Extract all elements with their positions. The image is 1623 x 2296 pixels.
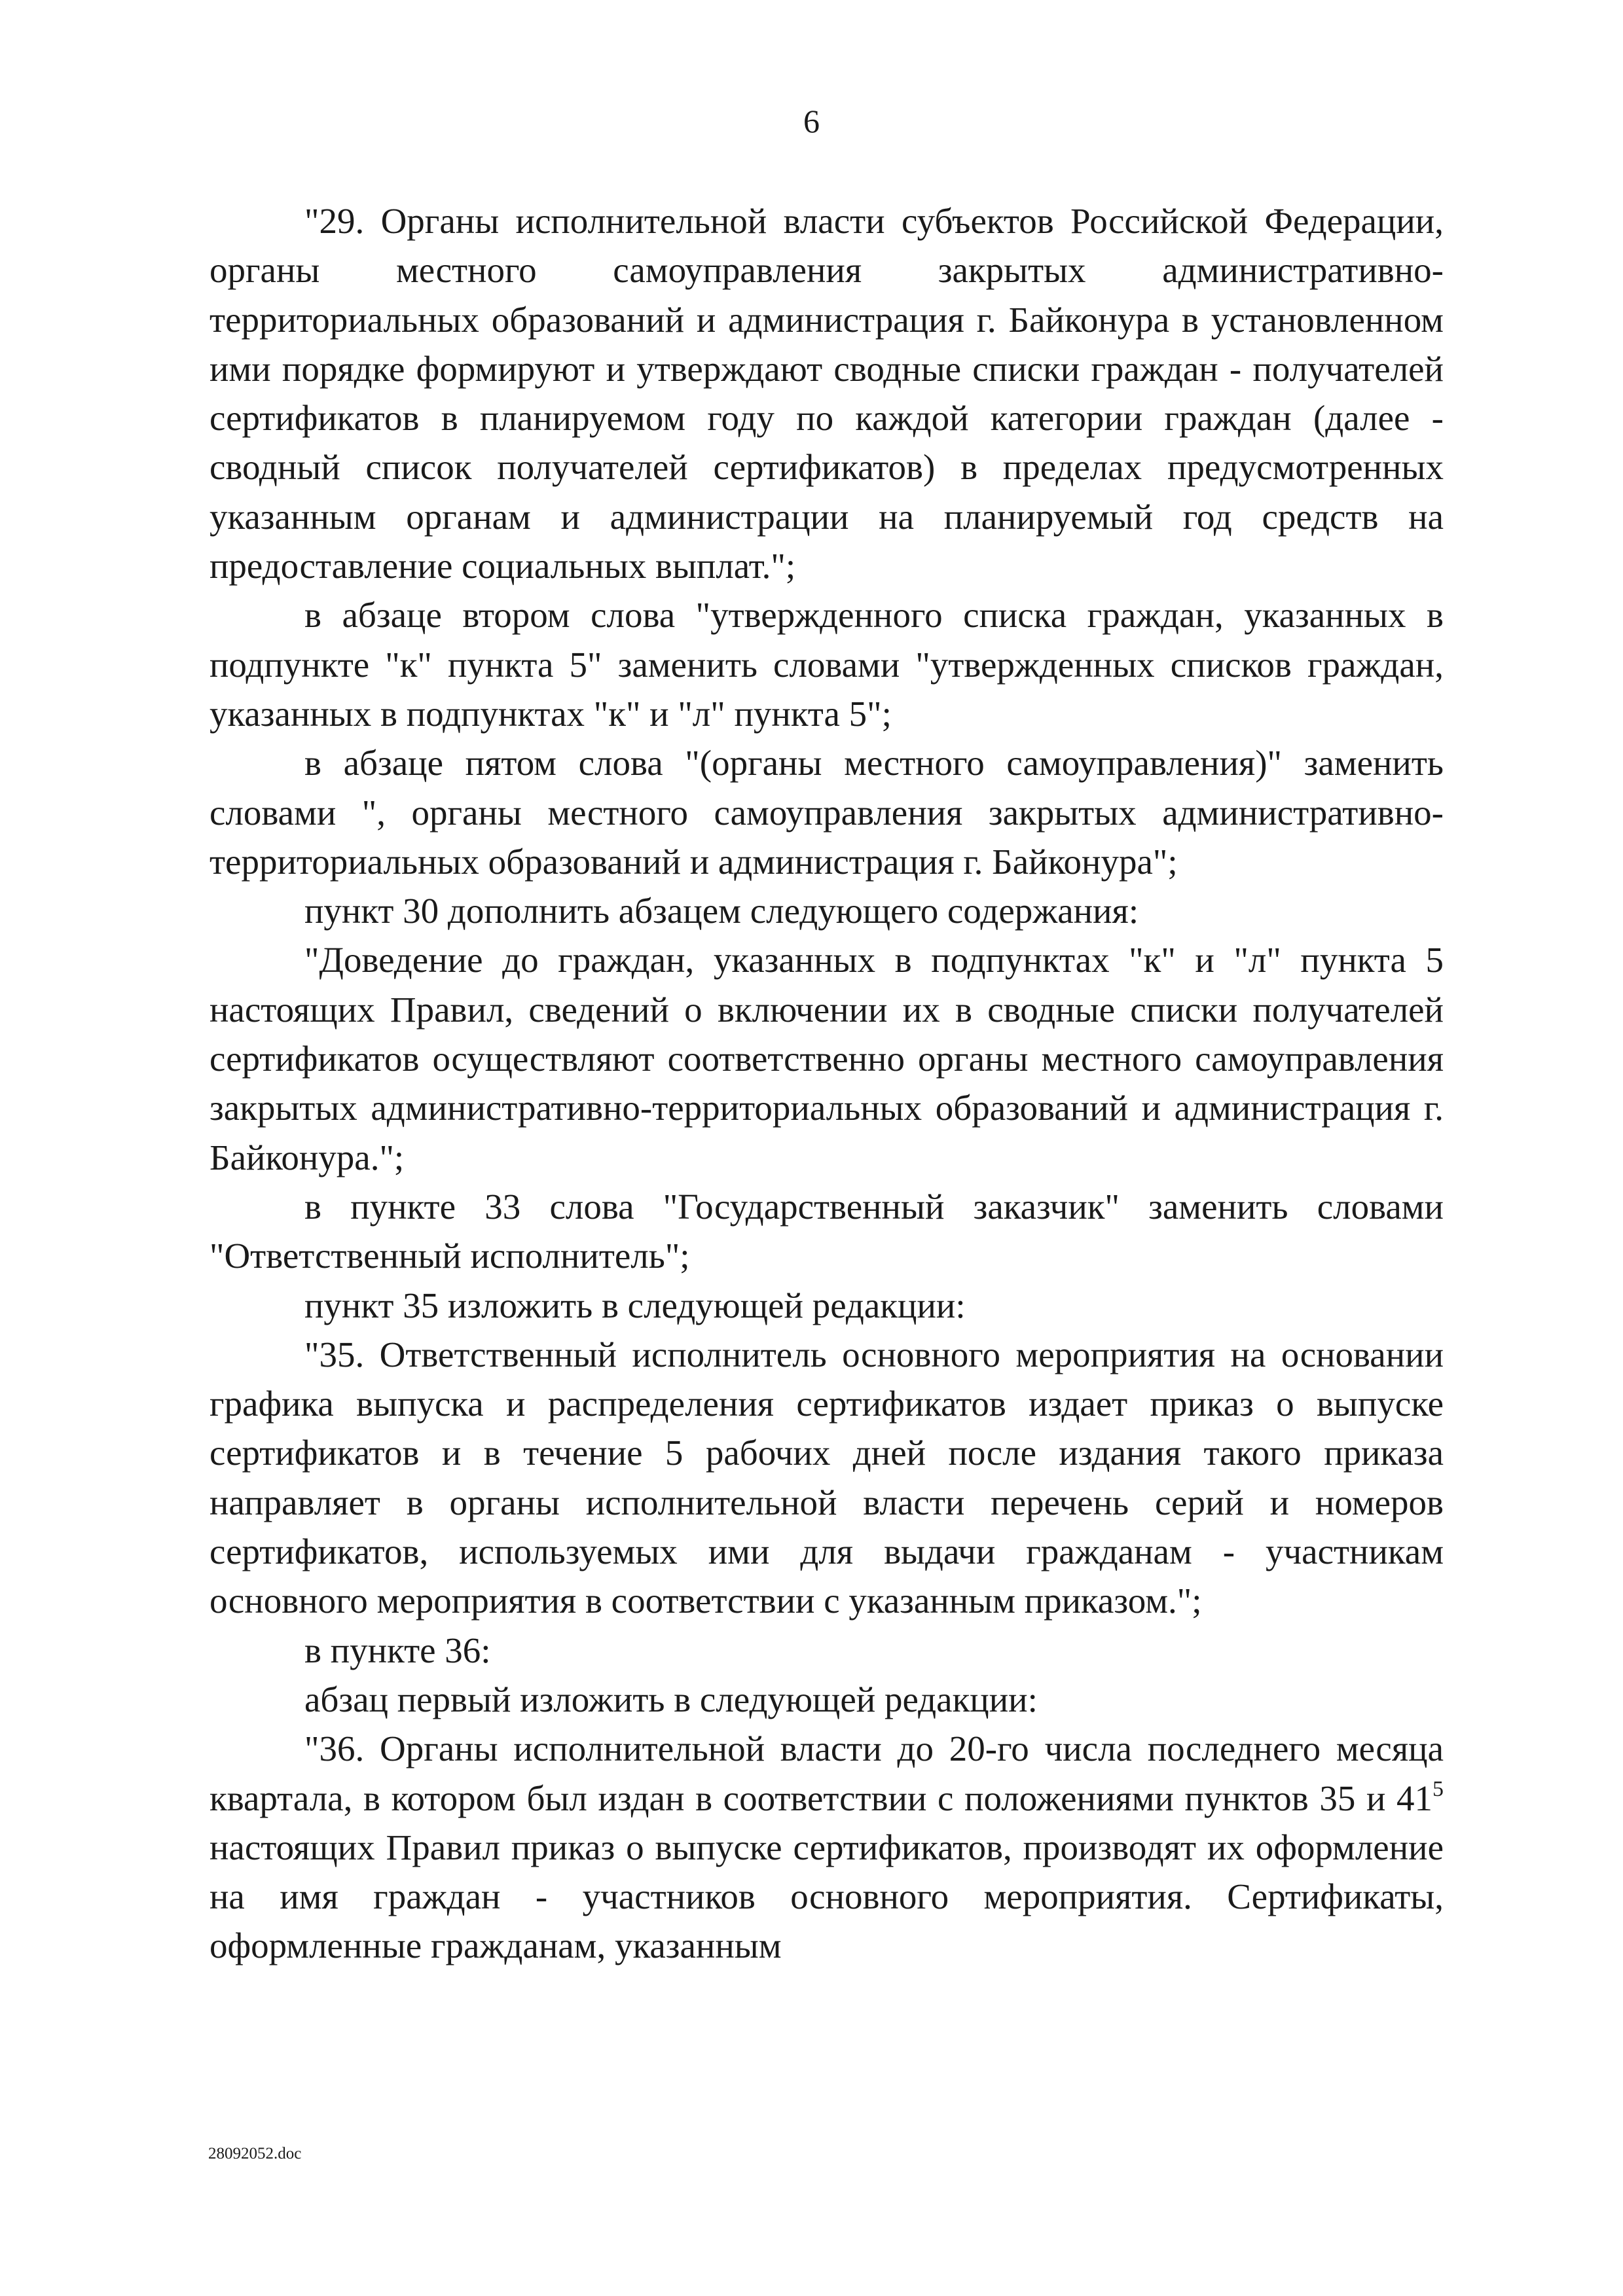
paragraph-amend-abzac-1: абзац первый изложить в следующей редакции: xyxy=(304,1679,1038,1719)
paragraph-29: "29. Органы исполнительной власти субъектов Российской Федерации, органы местного самоуправления закрытых административно-территориальных образований и администрация г. Байконура в установленном ими порядке формируют и утверждают сводные списки граждан - получателей сертификатов в планируемом году по каждой категории граждан (далее - сводный список получателей сертификатов) в пределах предусмотренных указанным органам и администрации на планируемый год средств на предоставление социальных выплат."; xyxy=(210,201,1444,586)
paragraph-amend-punkt-35: пункт 35 изложить в следующей редакции: xyxy=(304,1285,966,1325)
paragraph-36-start: "36. Органы исполнительной власти до 20-го числа последнего месяца квартала, в котором был издан в соответствии с положениями пунктов 35 и 41 xyxy=(210,1729,1444,1818)
paragraph-36-end: настоящих Правил приказ о выпуске сертификатов, производят их оформление на имя граждан - участников основного мероприятия. Сертификаты, оформленные гражданам, указанным xyxy=(210,1827,1444,1966)
document-body xyxy=(210,196,1444,1971)
superscript-5: 5 xyxy=(1432,1776,1444,1801)
paragraph-dovedenie: "Доведение до граждан, указанных в подпунктах "к" и "л" пункта 5 настоящих Правил, сведений о включении их в сводные списки получателей сертификатов осуществляют соответственно органы местного самоуправления закрытых административно-территориальных образований и администрация г. Байконура."; xyxy=(210,940,1444,1177)
paragraph-amend-abzac-2: в абзаце втором слова "утвержденного списка граждан, указанных в подпункте "к" пункта 5" заменить словами "утвержденных списков граждан, указанных в подпунктах "к" и "л" пункта 5"; xyxy=(210,595,1444,734)
paragraph-35: "35. Ответственный исполнитель основного мероприятия на основании графика выпуска и распределения сертификатов издает приказ о выпуске сертификатов и в течение 5 рабочих дней после издания такого приказа направляет в органы исполнительной власти перечень серий и номеров сертификатов, используемых ими для выдачи гражданам - участникам основного мероприятия в соответствии с указанным приказом."; xyxy=(210,1334,1444,1621)
paragraph-36 xyxy=(210,1724,1444,1970)
paragraph-amend-punkt-36: в пункте 36: xyxy=(304,1630,491,1670)
page-number: 6 xyxy=(803,103,820,139)
paragraph-amend-abzac-5: в абзаце пятом слова "(органы местного самоуправления)" заменить словами ", органы местного самоуправления закрытых административно-территориальных образований и администрация г. Байконура"; xyxy=(210,743,1444,882)
footer-filename: 28092052.doc xyxy=(208,2145,302,2162)
paragraph-amend-punkt-33: в пункте 33 слова "Государственный заказчик" заменить словами "Ответственный исполнитель"; xyxy=(210,1186,1444,1276)
paragraph-amend-punkt-30: пункт 30 дополнить абзацем следующего содержания: xyxy=(304,891,1139,931)
